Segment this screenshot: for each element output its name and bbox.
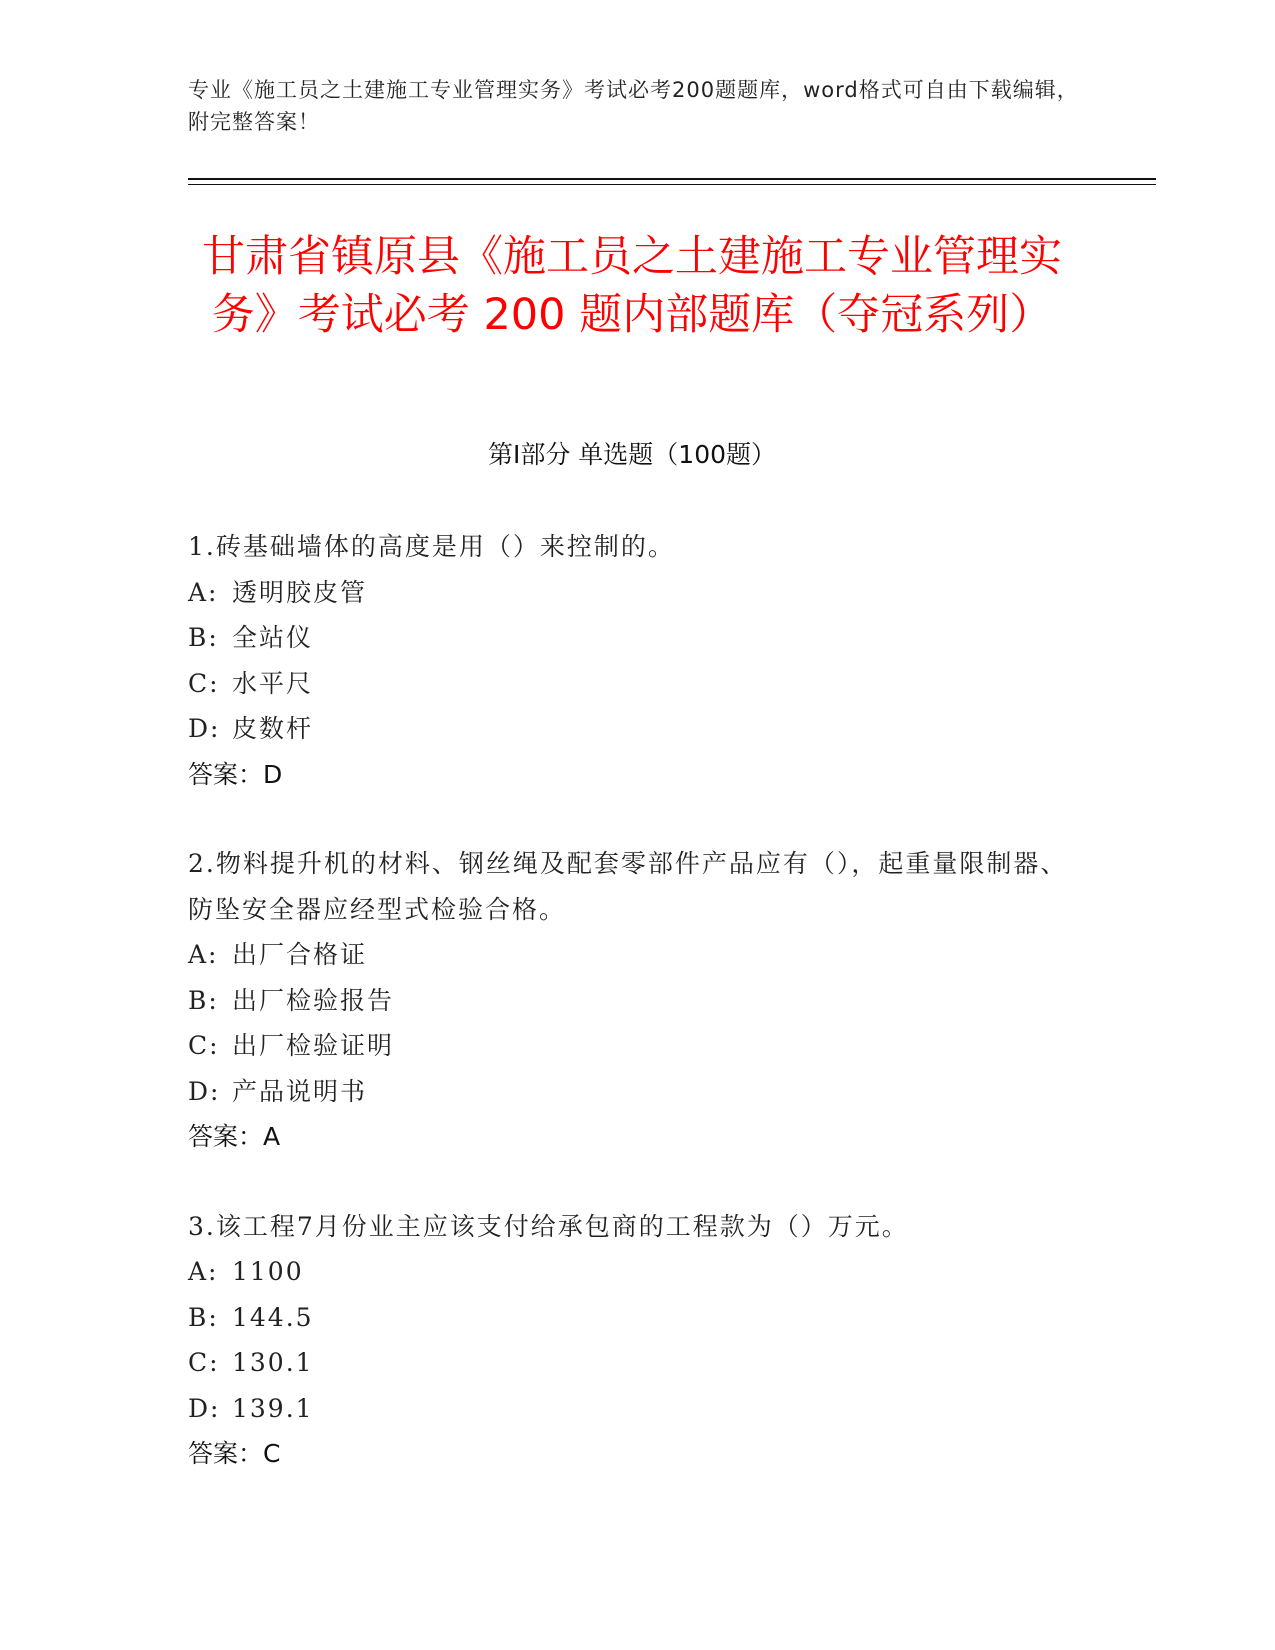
option-b xyxy=(188,978,1088,1024)
option-c xyxy=(188,1023,1088,1069)
option-letter: D: xyxy=(188,1076,221,1106)
question-1 xyxy=(188,524,1088,797)
option-letter: D: xyxy=(188,1393,221,1423)
option-text: 144.5 xyxy=(232,1302,314,1332)
option-text: 130.1 xyxy=(232,1348,314,1377)
section-heading: 第Ⅰ部分 单选题（100题） xyxy=(487,440,777,469)
option-b xyxy=(188,1295,1088,1341)
option-c xyxy=(188,1340,1088,1386)
option-letter: B: xyxy=(188,1302,219,1332)
option-text: 透明胶皮管 xyxy=(232,577,368,607)
header-note: 专业《施工员之土建施工专业管理实务》考试必考200题题库，word格式可自由下载编辑，附完整答案！ xyxy=(188,78,1079,134)
question-stem: 2.物料提升机的材料、钢丝绳及配套零部件产品应有（），起重量限制器、防坠安全器应经型式检验合格。 xyxy=(188,849,1068,924)
option-letter: B: xyxy=(188,985,219,1015)
option-letter: C: xyxy=(188,1348,220,1377)
option-letter: A: xyxy=(188,577,219,607)
option-c xyxy=(188,661,1088,707)
question-2 xyxy=(188,841,1088,1160)
option-letter: C: xyxy=(188,1031,220,1060)
document-title: 甘肃省镇原县《施工员之土建施工专业管理实务》考试必考 200 题内部题库（夺冠系列） xyxy=(202,232,1062,340)
option-text: 产品说明书 xyxy=(232,1076,368,1106)
question-3 xyxy=(188,1204,1088,1477)
option-text: 水平尺 xyxy=(232,668,314,698)
option-text: 皮数杆 xyxy=(232,714,314,743)
header-rule-thin xyxy=(188,184,1156,185)
option-a xyxy=(188,570,1088,616)
option-b xyxy=(188,615,1088,661)
option-text: 139.1 xyxy=(232,1393,314,1423)
answer-value: C xyxy=(263,1439,281,1468)
answer-value: A xyxy=(263,1122,281,1151)
option-letter: C: xyxy=(188,668,220,698)
option-letter: D: xyxy=(188,714,221,743)
option-letter: A: xyxy=(188,940,219,969)
answer-label: 答案： xyxy=(188,1439,264,1468)
option-text: 出厂合格证 xyxy=(232,940,368,969)
option-d xyxy=(188,1386,1088,1432)
answer-line xyxy=(188,1114,1088,1160)
option-text: 1100 xyxy=(232,1257,304,1286)
question-stem: 3.该工程7月份业主应该支付给承包商的工程款为（）万元。 xyxy=(188,1211,909,1241)
option-text: 出厂检验报告 xyxy=(232,985,395,1015)
header-rule-thick xyxy=(188,178,1156,180)
option-letter: B: xyxy=(188,623,219,652)
option-letter: A: xyxy=(188,1257,219,1286)
answer-value: D xyxy=(263,759,283,789)
option-text: 出厂检验证明 xyxy=(232,1031,395,1060)
option-a xyxy=(188,1249,1088,1295)
option-d xyxy=(188,706,1088,752)
option-text: 全站仪 xyxy=(232,623,314,652)
question-stem: 1.砖基础墙体的高度是用（）来控制的。 xyxy=(188,532,675,561)
answer-line xyxy=(188,752,1088,798)
answer-line xyxy=(188,1431,1088,1477)
option-a xyxy=(188,932,1088,978)
answer-label: 答案： xyxy=(188,1122,264,1151)
question-list xyxy=(188,524,1088,1521)
option-d xyxy=(188,1069,1088,1115)
answer-label: 答案： xyxy=(188,759,264,789)
